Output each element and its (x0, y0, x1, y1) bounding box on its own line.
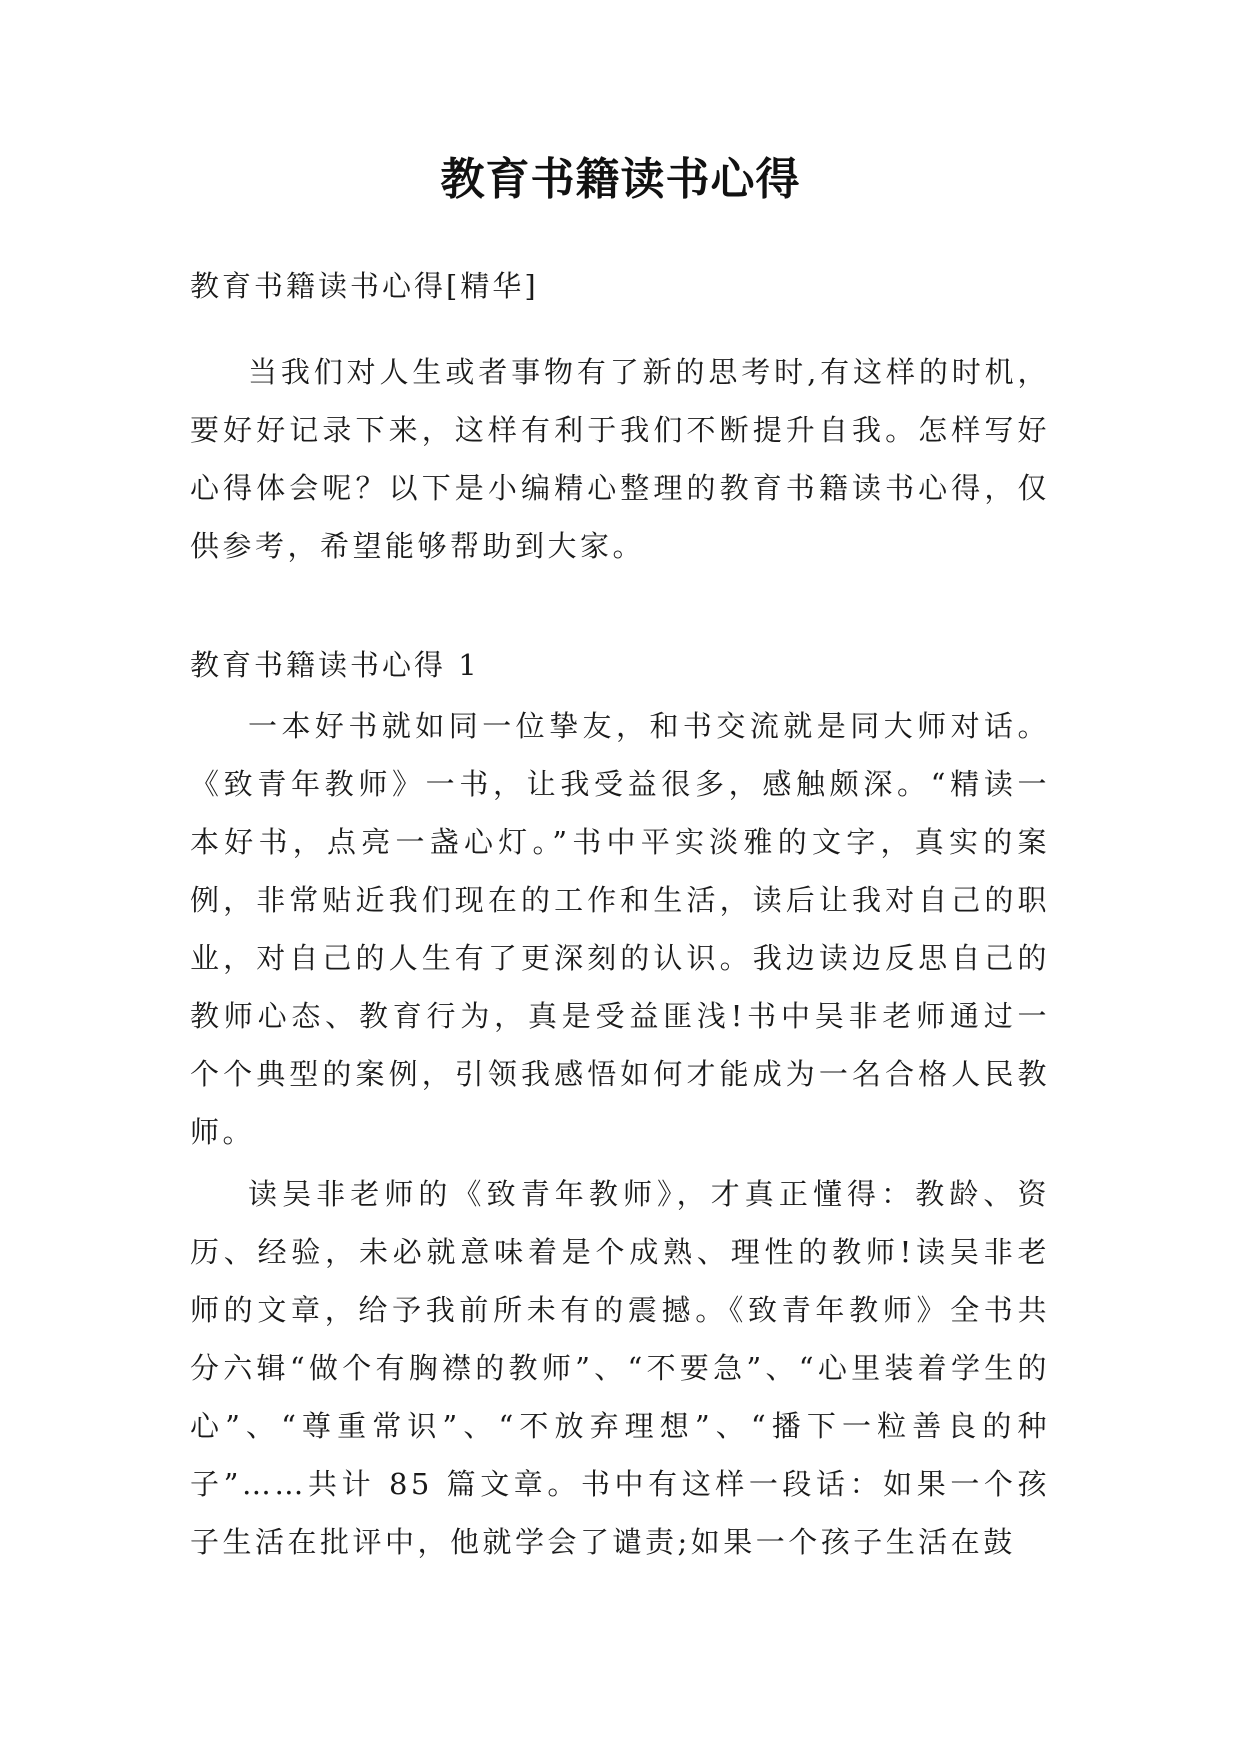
section-1-paragraph-1: 一本好书就如同一位挚友，和书交流就是同大师对话。《致青年教师》一书，让我受益很多，感触颇深。“精读一本好书，点亮一盏心灯。”书中平实淡雅的文字，真实的案例，非常贴近我们现在的工作和生活，读后让我对自己的职业，对自己的人生有了更深刻的认识。我边读边反思自己的教师心态、教育行为，真是受益匪浅!书中吴非老师通过一个个典型的案例，引领我感悟如何才能成为一名合格人民教师。 (190, 709, 1050, 1149)
document-title: 教育书籍读书心得 (440, 154, 801, 205)
intro-paragraph: 当我们对人生或者事物有了新的思考时,有这样的时机，要好好记录下来，这样有利于我们不断提升自我。怎样写好心得体会呢？以下是小编精心整理的教育书籍读书心得，仅供参考，希望能够帮助到大家。 (190, 355, 1050, 563)
section-1-body (190, 697, 1050, 1571)
intro-body (190, 343, 1050, 575)
section-1-paragraph-2: 读吴非老师的《致青年教师》，才真正懂得：教龄、资历、经验，未必就意味着是个成熟、理性的教师!读吴非老师的文章，给予我前所未有的震撼。《致青年教师》全书共分六辑“做个有胸襟的教师”、“不要急”、“心里装着学生的心”、“尊重常识”、“不放弃理想”、“播下一粒善良的种子”……共计 85 篇文章。书中有这样一段话：如果一个孩子生活在批评中，他就学会了谴责;如果一个孩子生活在鼓 (190, 1177, 1050, 1559)
intro-heading: 教育书籍读书心得[精华] (190, 269, 539, 303)
section-1-heading: 教育书籍读书心得 1 (190, 648, 480, 682)
